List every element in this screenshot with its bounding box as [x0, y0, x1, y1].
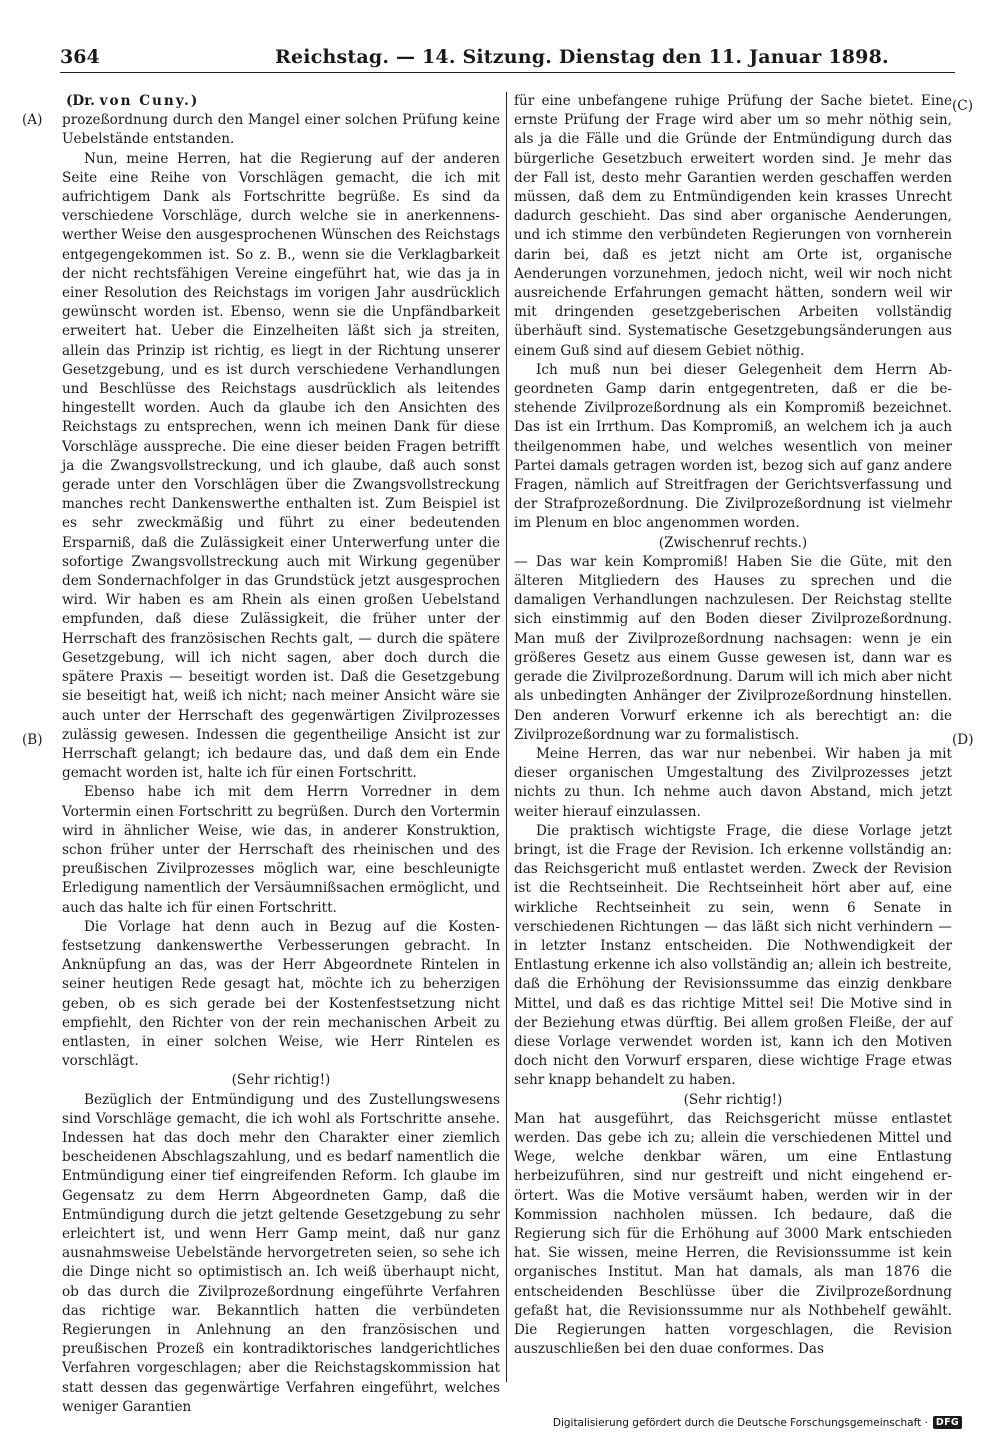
- margin-marker-a: (A): [22, 112, 43, 128]
- paragraph: — Das war kein Kompromiß! Haben Sie die Güte, mit den älteren Mitgliedern des Hauses zu sprechen und die damaligen Verhandlungen nachzulesen. Der Reichstag stellte sich einstimmig auf den Boden dieser Zivilprozeßordnung. Man muß der Zivilprozeßordnung nachsagen: wenn je ein größeres Gesetz aus einem Gusse gewesen ist, dann war es gerade die Zivilprozeßordnung. Darum will ich mich aber nicht als unbedingten Anhänger der Zivilprozeßordnung hinstellen. Den anderen Vorwurf erkenne ich als berechtigt an: die Zivilprozeßordnung war zu formalistisch.: [514, 553, 952, 743]
- paragraph: Die praktisch wichtigste Frage, die diese Vorlage jetzt bringt, ist die Frage der Revision. Ich erkenne vollständig an: das Reichsgericht muß entlastet werden. Zweck der Revision ist die Rechtseinheit. Die Rechtseinheit hört aber auf, eine wirkliche Rechtseinheit zu sein, wenn 6 Senate in verschiedenen Richtungen — das läßt sich nicht verhindern — in letzter Instanz entscheiden. Die Nothwendigkeit der Entlastung erkenne ich also vollständig an; allein ich bestreite, daß die Erhöhung der Revisionssumme das einzig denkbare Mittel, und daß es das richtige Mittel sei! Die Motive sind in der Beziehung etwas dürftig. Bei allem großen Fleiße, der auf diese Vorlage verwendet worden ist, kann ich den Motiven doch nicht den Vorwurf ersparen, diese wichtige Frage etwas sehr knapp behandelt zu haben.: [514, 822, 952, 1089]
- margin-marker-b: (B): [22, 732, 43, 748]
- paragraph: prozeßordnung durch den Mangel einer solchen Prüfung keine Uebelstände entstanden.: [62, 112, 500, 148]
- interjection: (Sehr richtig!): [231, 1072, 331, 1089]
- credit-text: Digitalisierung gefördert durch die Deutsche Forschungsgemeinschaft ·: [552, 1416, 928, 1429]
- paragraph: Bezüglich der Entmündigung und des Zustellungswesens sind Vorschläge gemacht, die ich wohl als Fortschritte ansehe. Indessen hat das doch mehr den Charakter einer ziemlich bescheidenen Abschlagszahlung, und es bedarf namentlich die Entmündigung einer tief eingreifenden Reform. Ich glaube im Gegensatz zu dem Herrn Abgeordneten Gamp, daß die Entmündigung durch die jetzt geltende Gesetzgebung zu sehr erleichtert ist, und wenn Herr Gamp meint, daß nur ganz ausnahmsweise Uebelstände hervorgetreten seien, so sehe ich die Dinge nicht so optimistisch an. Ich weiß überhaupt nicht, ob das durch die Zivilprozeßordnung eingeführte Verfahren das richtige war. Bekanntlich hatten die verbündeten Regierungen in Anlehnung an den französischen und preußischen Prozeß ein kontradiktorisches landgerichtliches Verfahren vorgeschlagen; aber die Reichstagskommission hat statt dessen das gegenwärtige Verfahren eingeführt, welches weniger Garantien: [62, 1091, 500, 1415]
- speaker-prefix: (Dr.: [66, 93, 100, 109]
- running-head: Reichstag. — 14. Sitzung. Dienstag den 11. Januar 1898.: [275, 46, 889, 68]
- dfg-logo-icon: DFG: [933, 1416, 962, 1429]
- right-column: [514, 92, 952, 1359]
- margin-marker-c: (C): [952, 98, 974, 114]
- left-column: [62, 92, 500, 1417]
- paragraph: für eine unbefangene ruhige Prüfung der Sache bietet. Eine ernste Prüfung der Frage wird aber um so mehr nöthig sein, als ja die Fälle und die Gründe der Entmündigung durch das bürgerliche Gesetzbuch erweitert worden sind. Je mehr das der Fall ist, desto mehr Garantien werden geschaffen werden müssen, daß dem zu Entmündigenden kein krasses Unrecht dadurch geschieht. Das sind aber organische Aenderungen, und ich stimme den verbündeten Regierungen von vornherein darin bei, daß es jetzt nicht am Orte ist, organische Aenderungen vorzunehmen, jedoch nicht, weil wir noch nicht ausreichende Erfahrungen gemacht hätten, sondern weil wir mit dringenden gesetzgeberischen Arbeiten vollständig überhäuft sind. Systematische Gesetzgebungsänderungen aus einem Guß sind auf diesem Gebiet nöthig.: [514, 93, 952, 359]
- interjection: (Zwischenruf rechts.): [658, 534, 808, 551]
- header-rule: [60, 72, 955, 73]
- paragraph: Ebenso habe ich mit dem Herrn Vorredner in dem Vortermin einen Fortschritt zu begrüßen. Durch den Vortermin wird in ähnlicher Weise, wie das, in anderer Konstruktion, schon früher unter der Herrschaft des rheinischen und des preußischen Zivilprozesses möglich war, eine beschleunigte Erledigung namentlich der Versäumnißsachen ermöglicht, und auch das halte ich für einen Fortschritt.: [62, 784, 500, 916]
- margin-marker-d: (D): [952, 732, 974, 748]
- page-header: [60, 44, 955, 72]
- interjection: (Sehr richtig!): [683, 1091, 783, 1108]
- paragraph: Nun, meine Herren, hat die Regierung auf der anderen Seite eine Reihe von Vorschlägen gemacht, die ich mit aufrichtigem Dank als Fortschritte begrüße. Es sind da verschiedene Vorschläge, durch welche sie in anerkennenswerther Weise den ausgesprochenen Wünschen des Reichstags entgegengekommen ist. So z. B., wenn sie die Verklagbarkeit der nicht rechtsfähigen Vereine eingeführt hat, wie das ja in einer Resolution des Reichstags im vorigen Jahr ausdrücklich gewünscht worden ist. Ebenso, wenn sie die Unpfändbarkeit erweitert hat. Ueber die Einzelheiten läßt sich ja streiten, allein das Prinzip ist richtig, es liegt in der Richtung unserer Gesetzgebung, und es ist durch verschiedene Verhandlungen und Beschlüsse des Reichstags ausdrücklich als leitendes hingestellt worden. Auch da glaube ich den Ansichten des Reichstags zu entsprechen, wenn ich meinen Dank für diese Vorschläge ausspreche. Die eine dieser beiden Fragen betrifft ja die Zwangsvollstreckung, und ich glaube, daß auch sonst gerade unter den Vorschlägen über die Zwangsvollstreckung manches recht Dankenswerthe enthalten ist. Zum Beispiel ist es sehr zweckmäßig und führt zu einer bedeutenden Ersparniß, daß die Zulässigkeit einer Unterwerfung unter die sofortige Zwangsvollstreckung auch mit Wirkung gegenüber dem Sondernachfolger in das Grundstück jetzt ausgesprochen wird. Wir haben es am Rhein als einen großen Uebelstand empfunden, daß diese Zulässigkeit, die früher unter der Herrschaft des französischen Rechts galt, — durch die spätere Gesetzgebung, will ich nicht sagen, aber doch durch die spätere Praxis — beseitigt worden ist. Daß die Gesetzgebung sie beseitigt hat, weiß ich nicht; nach meiner Ansicht wäre sie auch unter der Herrschaft des gegenwärtigen Zivilprozesses zulässig gewesen. Indessen die gegentheilige Ansicht ist zur Herrschaft gelangt; ich bedaure das, und daß dem ein Ende gemacht worden ist, halte ich für einen Fortschritt.: [62, 150, 500, 782]
- speaker-name: von Cuny.: [99, 93, 191, 109]
- paragraph: Ich muß nun bei dieser Gelegenheit dem Herrn Abgeordneten Gamp darin entgegentreten, daß er die bestehende Zivilprozeßordnung als ein Kompromiß bezeichnet. Das ist ein Irrthum. Das Kompromiß, an welchem ich ja auch theilgenommen habe, und welches wesentlich von meiner Partei damals getragen worden ist, bezog sich auf ganz andere Fragen, nämlich auf Streitfragen der Gerichtsverfassung und der Strafprozeßordnung. Die Zivilprozeßordnung ist vielmehr im Plenum en bloc angenommen worden.: [514, 361, 952, 532]
- column-divider: [506, 92, 507, 1382]
- speaker-suffix: ): [190, 93, 198, 109]
- paragraph: Man hat ausgeführt, das Reichsgericht müsse entlastet werden. Das gebe ich zu; allein die verschiedenen Mittel und Wege, welche denkbar wären, um eine Entlastung herbeizuführen, sind nur gestreift und nicht eingehend erörtert. Was die Motive versäumt haben, werden wir in der Kommission nachholen müssen. Ich bedaure, daß die Regierung sich für die Erhöhung auf 3000 Mark entschieden hat. Sie wissen, meine Herren, die Revisionssumme ist kein organisches Institut. Man hat damals, als man 1876 die entscheidenden Beschlüsse über die Zivilprozeßordnung gefaßt hat, die Revisionssumme nur als Nothbehelf gewählt. Die Regierungen hatten vorgeschlagen, die Revision auszuschließen bei den duae conformes. Das: [514, 1110, 952, 1358]
- speaker-label: [62, 92, 500, 111]
- page-number: 364: [60, 46, 100, 68]
- paragraph: Meine Herren, das war nur nebenbei. Wir haben ja mit dieser organischen Umgestaltung des Zivilprozesses jetzt nichts zu thun. Ich nehme auch davon Abstand, mich jetzt weiter hierauf einzulassen.: [514, 745, 952, 820]
- paragraph: Die Vorlage hat denn auch in Bezug auf die Kostenfestsetzung dankenswerthe Verbesserungen gebracht. In Anknüpfung an das, was der Herr Abgeordnete Rintelen in seiner heutigen Rede gesagt hat, möchte ich zu beherzigen geben, ob es sich gerade bei der Kostenfestsetzung nicht empfiehlt, den Richter von der rein mechanischen Arbeit zu entlasten, in einer solchen Weise, wie Herr Rintelen es vorschlägt.: [62, 918, 500, 1070]
- digitization-credit: [553, 1416, 962, 1429]
